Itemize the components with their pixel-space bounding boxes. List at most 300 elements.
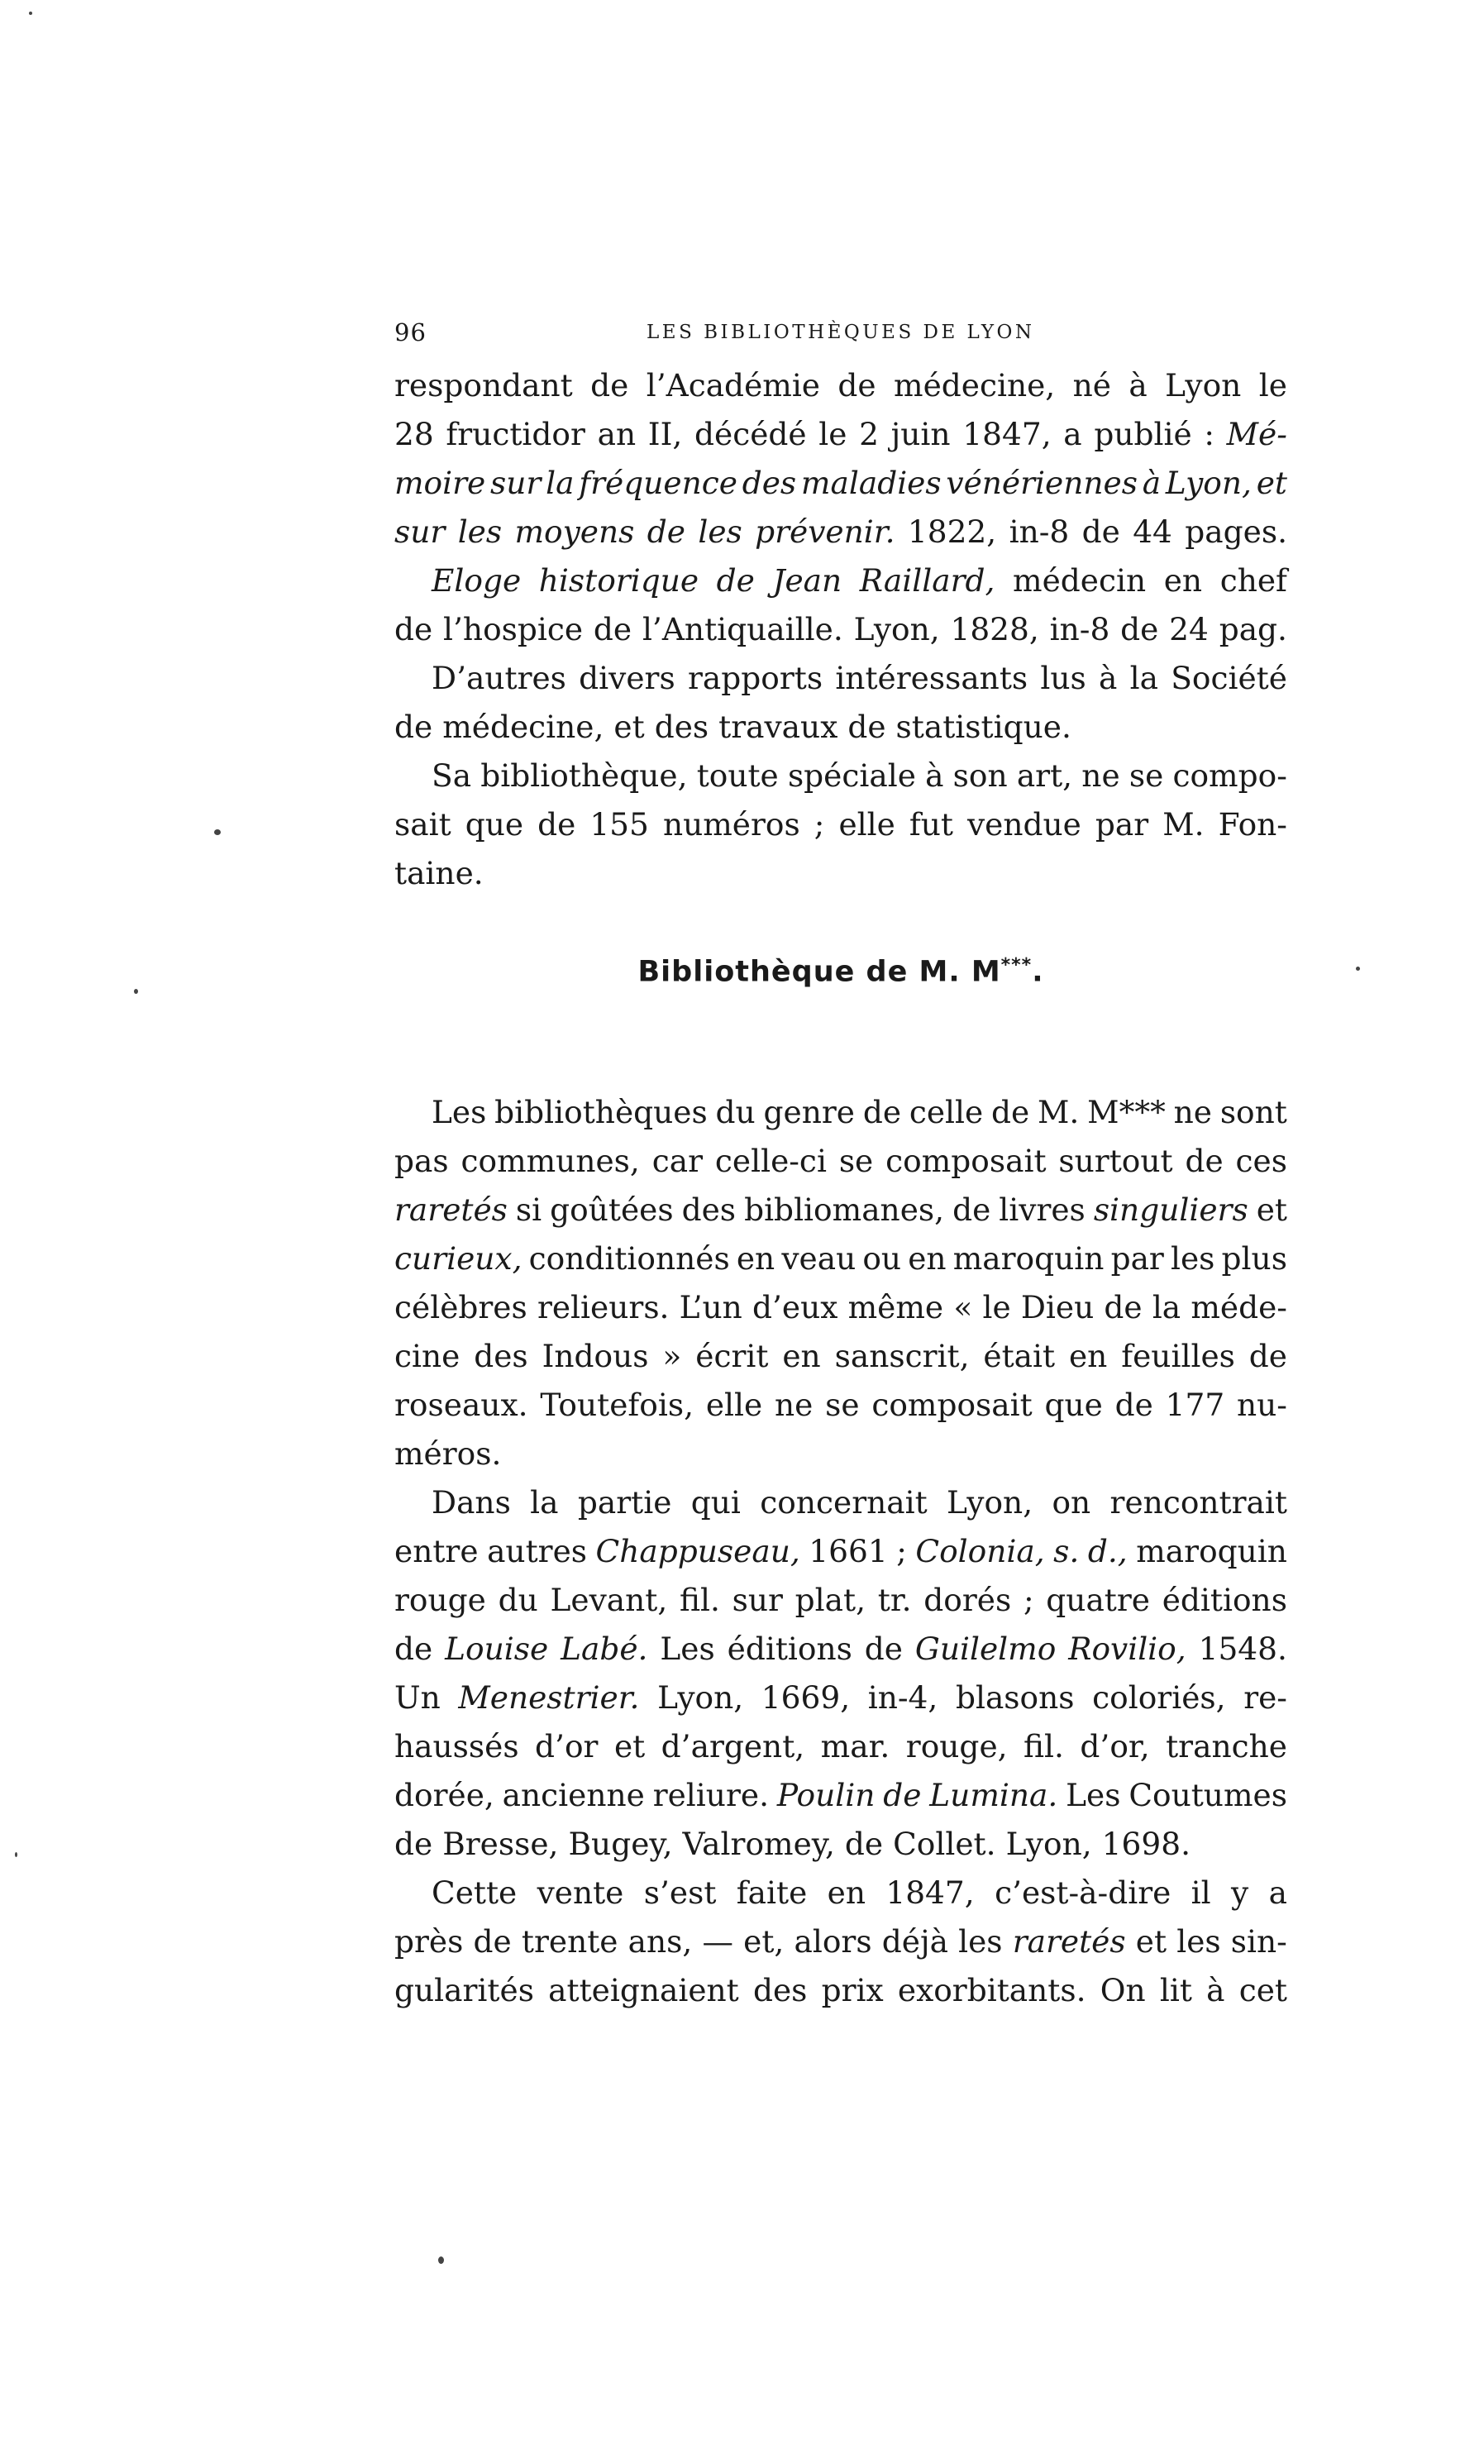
word: de	[883, 1777, 922, 1813]
word: vente	[537, 1874, 624, 1911]
word: 2	[859, 416, 879, 452]
word: de	[847, 709, 886, 745]
word: respondant	[394, 367, 573, 404]
word: rouge	[394, 1582, 486, 1618]
word: à	[1206, 1972, 1225, 2008]
word: ne	[1173, 1094, 1212, 1130]
word: ces	[1235, 1143, 1287, 1179]
section-heading-block	[394, 898, 1287, 1088]
word: et	[1256, 465, 1287, 501]
text-line	[394, 1527, 1287, 1576]
word: son	[952, 757, 1008, 794]
word: de	[837, 367, 876, 404]
text-line	[394, 703, 1287, 752]
word: goûtées	[550, 1191, 674, 1228]
word: 44	[1133, 513, 1172, 550]
word: compo-	[1172, 757, 1287, 794]
word: les	[457, 513, 503, 550]
word: et	[1256, 1191, 1287, 1228]
text-line	[394, 752, 1287, 800]
word: raretés	[1012, 1923, 1126, 1960]
word: numéros	[662, 806, 800, 843]
word: sin-	[1230, 1923, 1287, 1960]
word: elle	[838, 806, 895, 843]
word: blasons	[955, 1679, 1075, 1716]
word: de	[394, 611, 433, 647]
section-heading-period: .	[1032, 955, 1044, 989]
word: Indous	[542, 1338, 649, 1374]
word: Louise	[445, 1631, 549, 1667]
word: même	[847, 1289, 944, 1325]
ink-speck	[438, 2256, 444, 2264]
word: médecine,	[442, 709, 604, 745]
word: Raillard,	[859, 562, 995, 599]
word: fil.	[679, 1582, 720, 1618]
ink-speck	[134, 989, 138, 994]
word: lus	[1040, 660, 1086, 696]
text-line	[394, 1674, 1287, 1722]
word: de	[991, 1094, 1030, 1130]
word: 24	[1169, 611, 1209, 647]
word: «	[953, 1289, 973, 1325]
word: ;	[814, 806, 825, 843]
word: plat,	[794, 1582, 866, 1618]
word: Poulin	[776, 1777, 876, 1813]
word: d’argent,	[661, 1728, 805, 1764]
word: se	[825, 1387, 860, 1423]
word: entre	[394, 1533, 479, 1569]
word: Chappuseau,	[595, 1533, 800, 1569]
word: Les	[660, 1631, 715, 1667]
word: de	[716, 562, 755, 599]
word: écrit	[695, 1338, 769, 1374]
word: pages.	[1185, 513, 1287, 550]
word: en	[736, 1240, 775, 1277]
word: rencontrait	[1109, 1484, 1287, 1521]
word: méros.	[394, 1435, 502, 1472]
text-line	[394, 654, 1287, 703]
word: partie	[577, 1484, 672, 1521]
word: ;	[896, 1533, 907, 1569]
page-header	[394, 318, 1287, 360]
word: fréquence	[579, 465, 737, 501]
word: coloriés,	[1092, 1679, 1226, 1716]
word: Coutumes	[1129, 1777, 1287, 1813]
word: reliure.	[652, 1777, 769, 1813]
word: de	[394, 1631, 433, 1667]
word: Guilelmo	[914, 1631, 1057, 1667]
word: des	[742, 465, 797, 501]
word: Rovilio,	[1068, 1631, 1186, 1667]
body-text	[394, 361, 1287, 2015]
word: Bugey,	[568, 1826, 673, 1862]
text-line	[394, 1625, 1287, 1674]
word: par	[1095, 806, 1149, 843]
word: tranche	[1166, 1728, 1287, 1764]
word: à	[1142, 465, 1162, 501]
word: de	[1104, 1289, 1143, 1325]
word: Colonia,	[915, 1533, 1045, 1569]
text-line	[394, 1430, 1287, 1478]
word: singuliers	[1093, 1191, 1248, 1228]
word: exorbitants.	[897, 1972, 1086, 2008]
word: chef	[1219, 562, 1287, 599]
word: Lyon,	[1005, 1826, 1092, 1862]
word: II,	[647, 416, 683, 452]
word: pag.	[1219, 611, 1287, 647]
word: de	[394, 1826, 433, 1862]
word: D’autres	[432, 660, 566, 696]
word: les	[698, 513, 742, 550]
word: sur	[394, 513, 446, 550]
word: que	[465, 806, 524, 843]
word: ;	[1023, 1582, 1034, 1618]
word: des	[654, 709, 709, 745]
word: dorée,	[394, 1777, 494, 1813]
word: 155	[589, 806, 649, 843]
word: On	[1100, 1972, 1146, 2008]
word: an	[597, 416, 637, 452]
word: 28	[394, 416, 434, 452]
word: à	[1099, 660, 1118, 696]
word: Lyon,	[657, 1679, 744, 1716]
word: 1698.	[1101, 1826, 1191, 1862]
word: de	[1114, 1387, 1153, 1423]
word: de	[590, 367, 629, 404]
word: in-8	[1009, 513, 1070, 550]
word: de	[1248, 1338, 1287, 1374]
word: Lyon,	[947, 1484, 1033, 1521]
word: 1661	[809, 1533, 888, 1569]
word: vénériennes	[946, 465, 1138, 501]
word: plus	[1221, 1240, 1287, 1277]
word: Toutefois,	[540, 1387, 694, 1423]
word: en	[782, 1338, 821, 1374]
word: car	[651, 1143, 704, 1179]
word: taine.	[394, 855, 484, 891]
word: Lumina.	[929, 1777, 1058, 1813]
word: 1847,	[885, 1874, 975, 1911]
ink-speck	[29, 12, 32, 15]
word: composait	[885, 1143, 1047, 1179]
word: la	[1129, 660, 1158, 696]
word: d’or	[535, 1728, 599, 1764]
text-line	[394, 800, 1287, 849]
word: ancienne	[502, 1777, 645, 1813]
word: rapports	[687, 660, 823, 696]
word: de	[537, 806, 576, 843]
text-line	[394, 1332, 1287, 1381]
word: se	[838, 1143, 874, 1179]
word: Levant,	[550, 1582, 668, 1618]
word: M***	[1087, 1094, 1166, 1130]
text-line	[394, 1234, 1287, 1283]
text-line	[394, 1966, 1287, 2015]
word: conditionnés	[528, 1240, 730, 1277]
word: vendue	[967, 806, 1081, 843]
word: Dans	[432, 1484, 511, 1521]
word: y	[1231, 1874, 1249, 1911]
word: raretés	[394, 1191, 508, 1228]
word: que	[1044, 1387, 1103, 1423]
word: de	[1185, 1143, 1224, 1179]
word: l’hospice	[443, 611, 584, 647]
word: maroquin	[952, 1240, 1105, 1277]
word: ne	[774, 1387, 814, 1423]
word: maladies	[800, 465, 942, 501]
word: Un	[394, 1679, 441, 1716]
word: de	[1081, 513, 1120, 550]
word: composait	[871, 1387, 1033, 1423]
word: celle-ci	[714, 1143, 827, 1179]
word: bibliomanes,	[744, 1191, 945, 1228]
word: Lyon,	[853, 611, 940, 647]
word: celle	[909, 1094, 984, 1130]
word: 1669,	[761, 1679, 851, 1716]
word: des	[752, 1972, 808, 2008]
word: tr.	[877, 1582, 912, 1618]
text-line	[394, 1137, 1287, 1186]
word: de	[1120, 611, 1159, 647]
word: sont	[1219, 1094, 1287, 1130]
word: intéressants	[835, 660, 1028, 696]
word: des	[681, 1191, 737, 1228]
word: Eloge	[432, 562, 522, 599]
word: moire	[394, 465, 486, 501]
word: publié	[1094, 416, 1192, 452]
word: surtout	[1058, 1143, 1173, 1179]
word: le	[982, 1289, 1011, 1325]
text-line	[394, 1820, 1287, 1869]
text-line	[394, 556, 1287, 605]
word: de	[844, 1826, 884, 1862]
word: Lyon,	[1165, 465, 1252, 501]
word: elle	[705, 1387, 763, 1423]
text-line	[394, 508, 1287, 556]
word: le	[818, 416, 847, 452]
word: Dieu	[1020, 1289, 1095, 1325]
word: gularités	[394, 1972, 534, 2008]
word: maroquin	[1136, 1533, 1287, 1569]
word: de	[862, 1094, 902, 1130]
word: fil.	[1024, 1728, 1064, 1764]
word: art,	[1016, 757, 1073, 794]
word: les	[958, 1923, 1003, 1960]
word: Menestrier.	[458, 1679, 640, 1716]
word: de	[647, 513, 685, 550]
text-line	[394, 1576, 1287, 1625]
word: quatre	[1046, 1582, 1150, 1618]
word: c’est-à-dire	[995, 1874, 1171, 1911]
word: genre	[763, 1094, 855, 1130]
word: Société	[1171, 660, 1287, 696]
page-number: 96	[394, 318, 427, 346]
word: et	[613, 1728, 646, 1764]
word: et	[1135, 1923, 1167, 1960]
word: communes,	[460, 1143, 640, 1179]
text-line	[394, 459, 1287, 508]
word: statistique.	[895, 709, 1071, 745]
word: la	[1152, 1289, 1181, 1325]
word: cine	[394, 1338, 460, 1374]
word: nu-	[1236, 1387, 1287, 1423]
word: rouge,	[905, 1728, 1008, 1764]
word: Lyon	[1165, 367, 1242, 404]
text-line	[394, 1478, 1287, 1527]
word: Cette	[432, 1874, 518, 1911]
word: sur	[732, 1582, 783, 1618]
word: se	[1129, 757, 1164, 794]
word: était	[983, 1338, 1056, 1374]
word: historique	[538, 562, 699, 599]
word: 1548.	[1198, 1631, 1287, 1667]
word: de	[593, 611, 632, 647]
word: Jean	[772, 562, 842, 599]
word: d’eux	[752, 1289, 838, 1325]
word: d.,	[1087, 1533, 1128, 1569]
word: a	[1268, 1874, 1287, 1911]
word: de	[473, 1923, 512, 1960]
word: et,	[743, 1923, 785, 1960]
word: haussés	[394, 1728, 519, 1764]
word: in-8	[1049, 611, 1110, 647]
word: l’Antiquaille.	[642, 611, 843, 647]
word: médecin	[1013, 562, 1147, 599]
word: par	[1110, 1240, 1164, 1277]
word: Labé.	[561, 1631, 648, 1667]
word: Valromey,	[682, 1826, 835, 1862]
word: bibliothèques	[494, 1094, 708, 1130]
word: concernait	[760, 1484, 928, 1521]
word: Bresse,	[442, 1826, 559, 1862]
section-heading-text: Bibliothèque de M. M	[637, 955, 1001, 989]
word: in-4,	[867, 1679, 938, 1716]
word: les	[1176, 1923, 1221, 1960]
word: d’or,	[1080, 1728, 1150, 1764]
word: atteignaient	[548, 1972, 739, 2008]
word: à	[925, 757, 944, 794]
word: la	[546, 465, 575, 501]
word: qui	[690, 1484, 741, 1521]
word: le	[1258, 367, 1287, 404]
word: divers	[579, 660, 675, 696]
word: sait	[394, 806, 451, 843]
word: en	[827, 1874, 866, 1911]
word: éditions	[727, 1631, 852, 1667]
word: livres	[999, 1191, 1086, 1228]
word: roseaux.	[394, 1387, 528, 1423]
word: moyens	[514, 513, 635, 550]
text-line	[394, 1283, 1287, 1332]
running-title: LES BIBLIOTHÈQUES DE LYON	[647, 322, 1035, 343]
word: Sa	[432, 757, 472, 794]
ink-speck	[214, 829, 221, 835]
word: de	[394, 709, 433, 745]
text-line	[394, 849, 1287, 898]
word: ans,	[627, 1923, 693, 1960]
word: veau	[781, 1240, 857, 1277]
word: l’Académie	[646, 367, 820, 404]
word: Mé-	[1226, 416, 1287, 452]
word: ne	[1081, 757, 1120, 794]
word: en	[908, 1240, 947, 1277]
word: la	[530, 1484, 559, 1521]
word: fut	[909, 806, 953, 843]
word: L’un	[679, 1289, 742, 1325]
word: s’est	[643, 1874, 717, 1911]
word: :	[1204, 416, 1214, 452]
word: les	[1170, 1240, 1215, 1277]
word: Les	[432, 1094, 487, 1130]
word: 177	[1165, 1387, 1225, 1423]
text-line	[394, 1869, 1287, 1917]
word: Les	[1066, 1777, 1121, 1813]
word: près	[394, 1923, 464, 1960]
word: si	[515, 1191, 542, 1228]
word: sur	[490, 465, 542, 501]
word: décédé	[694, 416, 807, 452]
word: de	[864, 1631, 903, 1667]
word: feuilles	[1121, 1338, 1235, 1374]
word: en	[1163, 562, 1203, 599]
ink-speck	[1356, 967, 1360, 971]
word: curieux,	[394, 1240, 523, 1277]
word: médecine,	[894, 367, 1056, 404]
word: 1847,	[962, 416, 1052, 452]
word: pas	[394, 1143, 449, 1179]
word: 1822,	[907, 513, 997, 550]
word: travaux	[718, 709, 838, 745]
word: du	[715, 1094, 756, 1130]
text-line	[394, 1917, 1287, 1966]
text-line	[394, 1186, 1287, 1234]
section-heading-asterisks: ***	[1000, 955, 1033, 976]
word: fructidor	[446, 416, 585, 452]
word: éditions	[1162, 1582, 1287, 1618]
word: 1828,	[950, 611, 1039, 647]
word: juin	[890, 416, 951, 452]
word: des	[474, 1338, 528, 1374]
word: Fon-	[1218, 806, 1287, 843]
word: né	[1072, 367, 1111, 404]
word: il	[1191, 1874, 1211, 1911]
word: M.	[1038, 1094, 1080, 1130]
text-line	[394, 361, 1287, 410]
word: —	[702, 1923, 733, 1960]
word: célèbres	[394, 1289, 527, 1325]
word: M.	[1162, 806, 1205, 843]
word: spéciale	[787, 757, 916, 794]
text-line	[394, 1771, 1287, 1820]
word: déjà	[881, 1923, 948, 1960]
word: prix	[821, 1972, 884, 2008]
word: lit	[1159, 1972, 1192, 2008]
word: cet	[1238, 1972, 1287, 2008]
word: faite	[736, 1874, 808, 1911]
ink-speck	[15, 1852, 17, 1857]
word: méde-	[1191, 1289, 1287, 1325]
word: en	[1068, 1338, 1108, 1374]
text-line	[394, 410, 1287, 459]
word: toute	[696, 757, 779, 794]
word: dorés	[923, 1582, 1012, 1618]
section-heading	[394, 941, 1287, 997]
word: bibliothèque,	[480, 757, 688, 794]
word: mar.	[820, 1728, 890, 1764]
word: »	[662, 1338, 682, 1374]
word: alors	[794, 1923, 872, 1960]
word: trente	[521, 1923, 618, 1960]
